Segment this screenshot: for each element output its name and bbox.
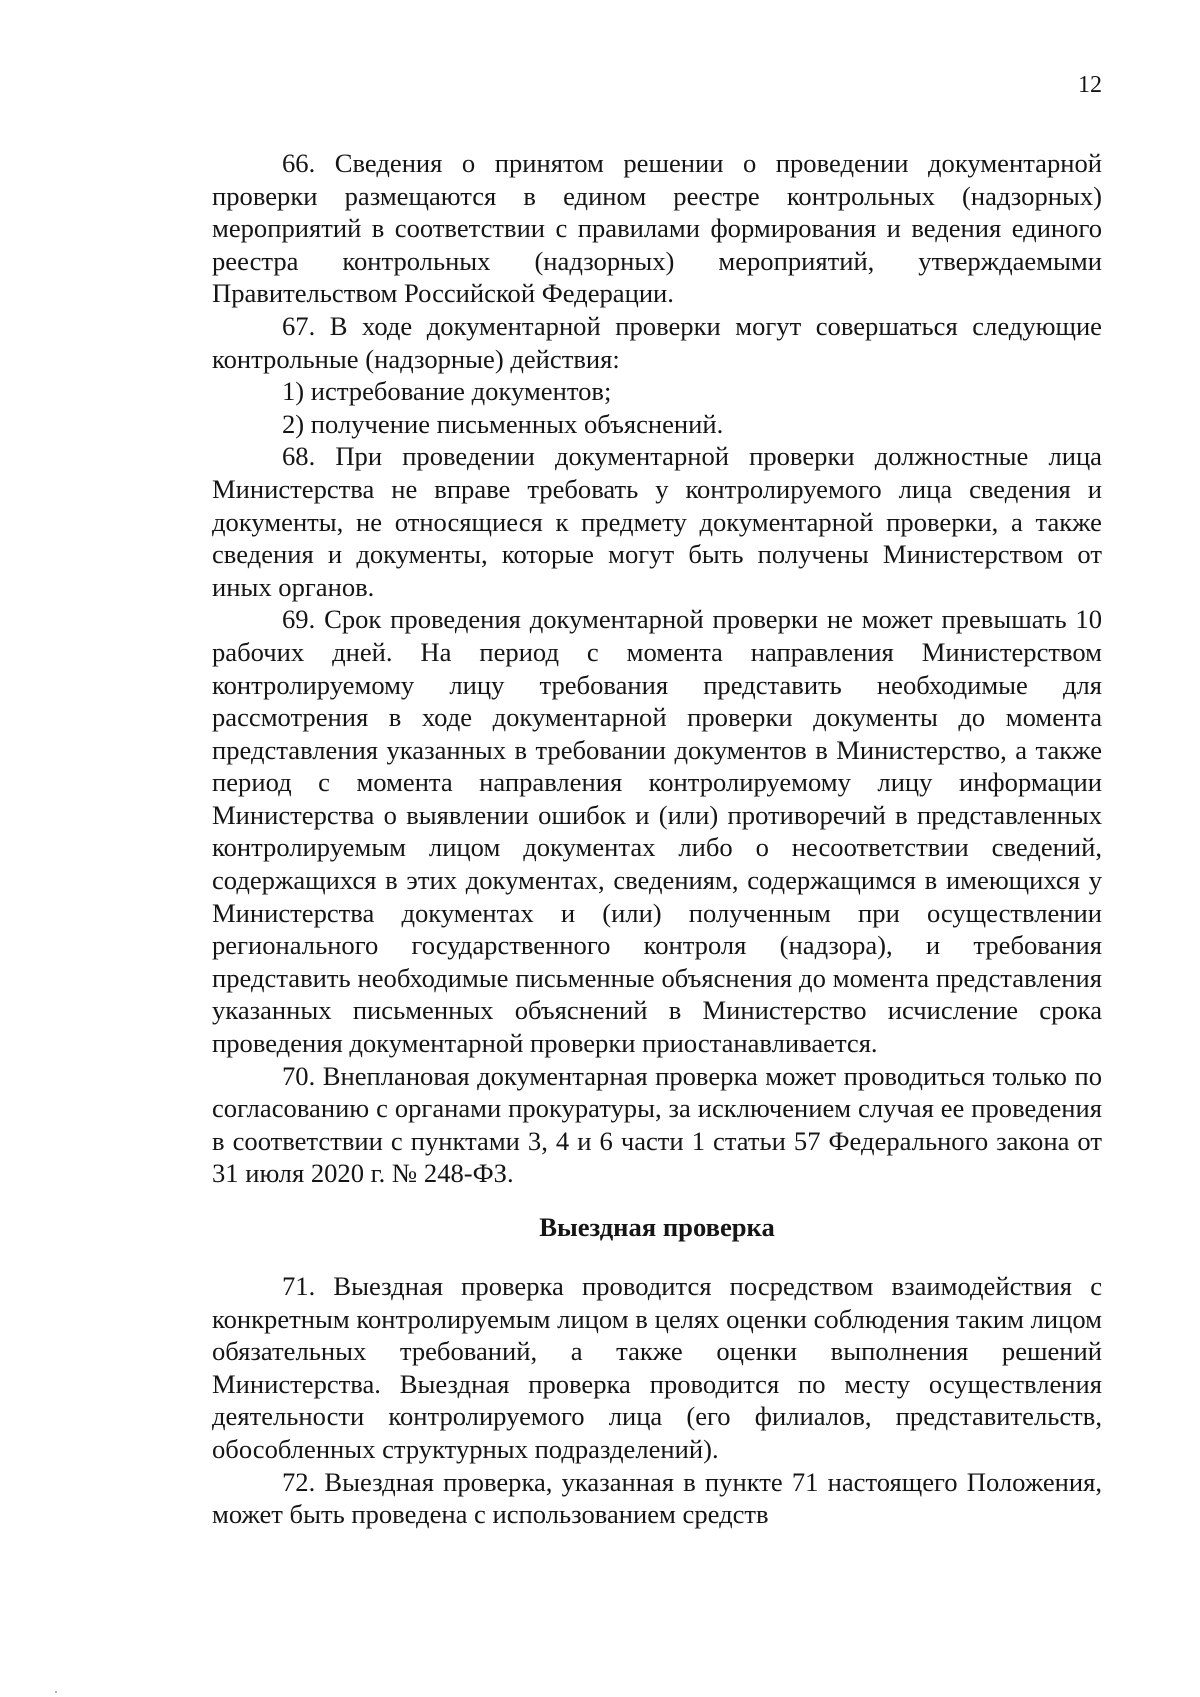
section-heading: Выездная проверка — [539, 1212, 775, 1242]
paragraph-72: 72. Выездная проверка, указанная в пункте 71 настоящего Положения, может быть проведена с использованием средств — [212, 1466, 1102, 1530]
paragraph-68: 68. При проведении документарной проверки должностные лица Министерства не вправе требовать у контролируемого лица сведения и документы, не относящиеся к предмету документарной проверки, а также сведения и документы, которые могут быть получены Министерством от иных органов. — [212, 441, 1102, 602]
paragraph-70: 70. Внеплановая документарная проверка может проводиться только по согласованию с органами прокуратуры, за исключением случая ее проведения в соответствии с пунктами 3, 4 и 6 части 1 статьи 57 Федерального закона от 31 июля 2020 г. № 248-ФЗ. — [212, 1060, 1102, 1189]
document-body — [212, 147, 1102, 1531]
paragraph-67: 67. В ходе документарной проверки могут совершаться следующие контрольные (надзорные) действия: — [212, 310, 1102, 374]
paragraph-71: 71. Выездная проверка проводится посредством взаимодействия с конкретным контролируемым лицом в целях оценки соблюдения таким лицом обязательных требований, а также оценки выполнения решений Министерства. Выездная проверка проводится по месту осуществления деятельности контролируемого лица (его филиалов, представительств, обособленных структурных подразделений). — [212, 1271, 1102, 1464]
scan-artifact — [55, 1691, 57, 1693]
paragraph-66: 66. Сведения о принятом решении о проведении документарной проверки размещаются в едином реестре контрольных (надзорных) мероприятий в соответствии с правилами формирования и ведения единого реестра контрольных (надзорных) мероприятий, утверждаемыми Правительством Российской Федерации. — [212, 148, 1102, 309]
list-item-1: 1) истребование документов; — [282, 376, 612, 407]
page-number: 12 — [1078, 72, 1102, 98]
paragraph-69: 69. Срок проведения документарной проверки не может превышать 10 рабочих дней. На период с момента направления Министерством контролируемому лицу требования представить необходимые для рассмотрения в ходе документарной проверки документы до момента представления указанных в требовании документов в Министерство, а также период с момента направления контролируемому лицу информации Министерства о выявлении ошибок и (или) противоречий в представленных контролируемым лицом документах либо о несоответствии сведений, содержащихся в этих документах, сведениям, содержащимся в имеющихся у Министерства документах и (или) полученным при осуществлении регионального государственного контроля (надзора), и требования представить необходимые письменные объяснения до момента представления указанных письменных объяснений в Министерство исчисление срока проведения документарной проверки приостанавливается. — [212, 604, 1102, 1059]
list-item-2: 2) получение письменных объяснений. — [282, 408, 724, 439]
